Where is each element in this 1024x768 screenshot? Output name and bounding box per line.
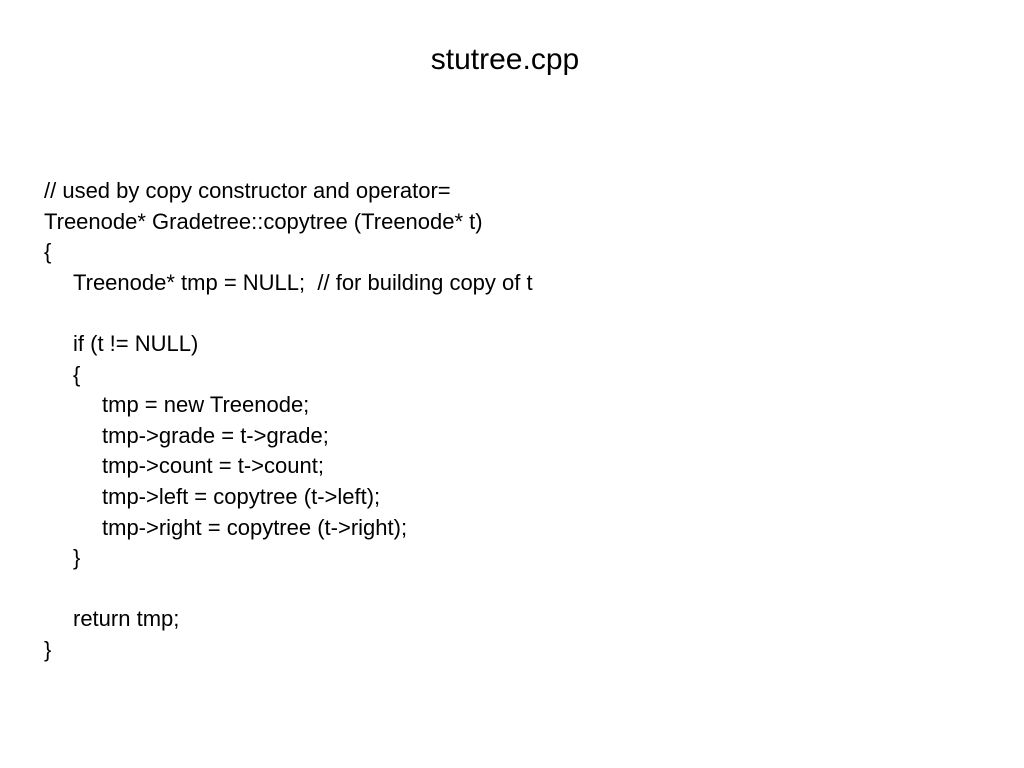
code-block: [44, 176, 984, 666]
code-line: tmp->right = copytree (t->right);: [102, 514, 408, 540]
code-line: {: [44, 239, 52, 265]
code-line: tmp->count = t->count;: [102, 453, 324, 479]
code-line: }: [73, 545, 81, 571]
code-line: // used by copy constructor and operator=: [44, 178, 451, 203]
code-line: }: [44, 636, 52, 662]
code-line: tmp->grade = t->grade;: [102, 422, 329, 448]
code-line: return tmp;: [73, 606, 180, 632]
code-line: tmp = new Treenode;: [102, 392, 310, 418]
code-line-blank: [44, 574, 984, 605]
code-line-blank: [44, 298, 984, 329]
code-line: Treenode* Gradetree::copytree (Treenode* t): [44, 208, 483, 234]
code-line: tmp->left = copytree (t->left);: [102, 483, 381, 509]
code-line: if (t != NULL): [73, 330, 199, 356]
code-line: {: [73, 361, 81, 387]
code-line: Treenode* tmp = NULL; // for building copy of t: [73, 269, 533, 295]
slide-title: stutree.cpp: [430, 43, 580, 76]
